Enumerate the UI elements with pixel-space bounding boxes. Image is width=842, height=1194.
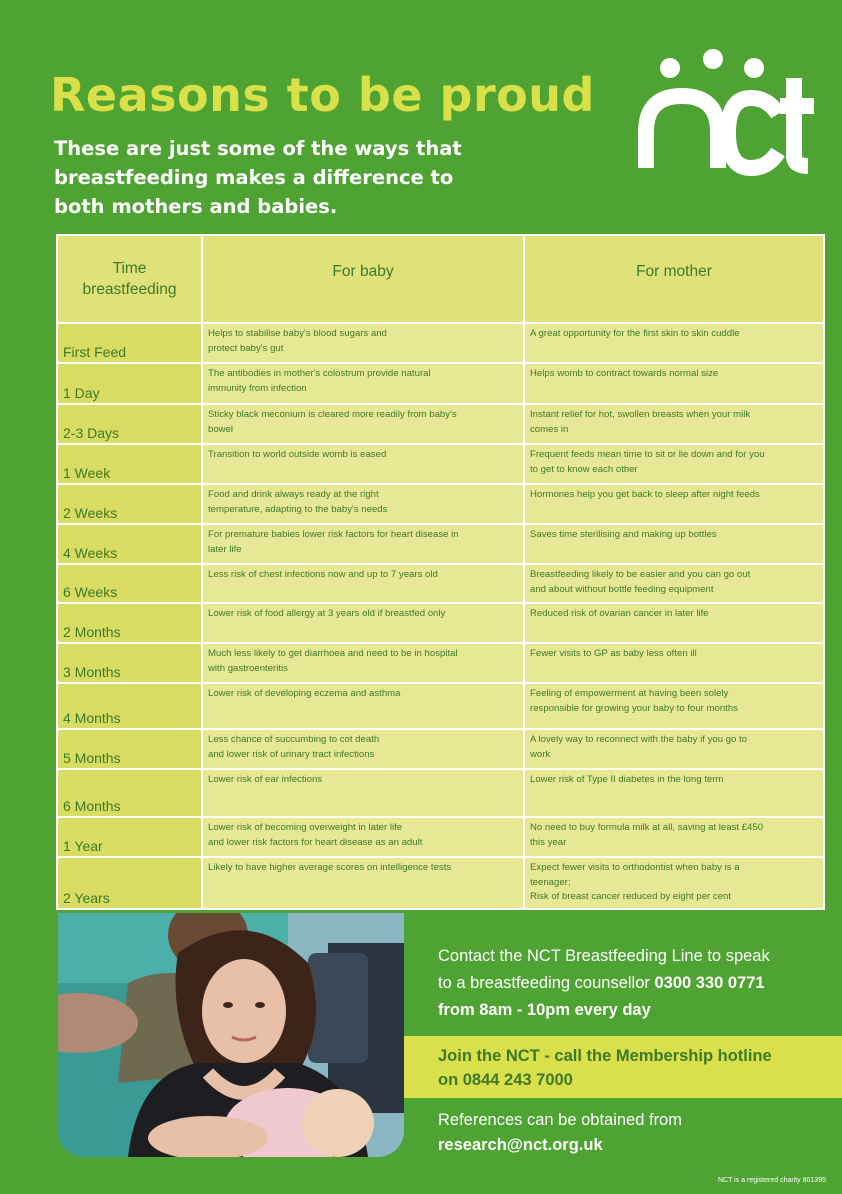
mother-cell-line: responsible for growing your baby to four months xyxy=(530,702,738,714)
mother-cell xyxy=(524,323,824,363)
mother-cell-line: Lower risk of Type II diabetes in the long term xyxy=(530,774,724,785)
table-row xyxy=(57,729,824,769)
mother-cell-line: to get to know each other xyxy=(530,463,638,475)
baby-cell xyxy=(202,404,524,444)
table-row xyxy=(57,363,824,404)
mother-breastfeeding-photo xyxy=(58,913,404,1157)
baby-cell xyxy=(202,323,524,363)
charity-note: NCT is a registered charity 801395 xyxy=(717,1177,826,1184)
table-row xyxy=(57,564,824,603)
baby-cell xyxy=(202,817,524,857)
page-title: Reasons to be proud xyxy=(50,68,595,122)
contact-hours: from 8am - 10pm every day xyxy=(438,1001,651,1019)
baby-cell-line: Less risk of chest infections now and up to 7 years old xyxy=(208,569,438,580)
header-mother: For mother xyxy=(524,235,824,323)
baby-cell-line: Lower risk of food allergy at 3 years old if breastfed only xyxy=(208,608,446,619)
baby-cell xyxy=(202,857,524,909)
table-row xyxy=(57,817,824,857)
baby-cell-line: bowel xyxy=(208,423,234,435)
baby-cell-line: and lower risk of urinary tract infections xyxy=(208,748,375,760)
mother-cell xyxy=(524,643,824,683)
time-cell: 1 Week xyxy=(57,444,202,484)
baby-cell-line: Less chance of succumbing to cot death xyxy=(208,734,380,745)
references-line: References can be obtained from xyxy=(438,1111,682,1129)
mother-cell xyxy=(524,404,824,444)
time-cell: 2-3 Days xyxy=(57,404,202,444)
time-cell: 4 Weeks xyxy=(57,524,202,564)
baby-cell xyxy=(202,769,524,817)
baby-cell-line: Helps to stabilise baby's blood sugars and xyxy=(208,328,387,339)
baby-cell-line: with gastroenteritis xyxy=(208,662,288,674)
mother-cell xyxy=(524,769,824,817)
join-line-1: Join the NCT - call the Membership hotline xyxy=(438,1047,772,1065)
mother-cell-line: Helps womb to contract towards normal size xyxy=(530,368,719,379)
baby-cell-line: Transition to world outside womb is eased xyxy=(208,449,387,460)
time-cell: 1 Day xyxy=(57,363,202,404)
table-row xyxy=(57,857,824,909)
mother-cell-line: teenager; xyxy=(530,876,571,888)
contact-line-2 xyxy=(438,970,818,997)
baby-cell-line: Much less likely to get diarrhoea and need to be in hospital xyxy=(208,648,458,659)
baby-cell xyxy=(202,564,524,603)
join-text xyxy=(438,1044,838,1092)
table-row xyxy=(57,404,824,444)
table-header-row xyxy=(57,235,824,323)
mother-cell-line: Risk of breast cancer reduced by eight per cent xyxy=(530,891,732,902)
mother-cell xyxy=(524,444,824,484)
table-row xyxy=(57,769,824,817)
mother-cell-line: work xyxy=(530,748,551,760)
baby-cell-line: later life xyxy=(208,543,242,555)
mother-cell-line: Instant relief for hot, swollen breasts when your milk xyxy=(530,409,751,420)
baby-cell-line: and lower risk factors for heart disease as an adult xyxy=(208,836,423,848)
header-baby: For baby xyxy=(202,235,524,323)
mother-cell-line: Breastfeeding likely to be easier and you can go out xyxy=(530,569,751,580)
mother-cell-line: Feeling of empowerment at having been solely xyxy=(530,688,729,699)
baby-cell xyxy=(202,484,524,524)
table-row xyxy=(57,683,824,729)
mother-cell-line: comes in xyxy=(530,423,569,435)
baby-cell-line: Food and drink always ready at the right xyxy=(208,489,379,500)
baby-cell-line: immunity from infection xyxy=(208,382,307,394)
baby-cell-line: Lower risk of becoming overweight in later life xyxy=(208,822,403,833)
mother-cell-line: this year xyxy=(530,836,567,848)
time-cell: 2 Years xyxy=(57,857,202,909)
mother-cell xyxy=(524,363,824,404)
baby-cell-line: The antibodies in mother's colostrum provide natural xyxy=(208,368,431,379)
mother-cell-line: A great opportunity for the first skin to skin cuddle xyxy=(530,328,740,339)
table-row xyxy=(57,444,824,484)
mother-cell xyxy=(524,729,824,769)
mother-cell-line: Saves time sterilising and making up bottles xyxy=(530,529,717,540)
baby-cell xyxy=(202,643,524,683)
baby-cell-line: Lower risk of developing eczema and asthma xyxy=(208,688,401,699)
baby-cell-line: temperature, adapting to the baby's needs xyxy=(208,503,388,515)
time-cell: 2 Weeks xyxy=(57,484,202,524)
references-info xyxy=(438,1108,818,1158)
join-band xyxy=(404,1036,842,1098)
contact-phone[interactable]: 0300 330 0771 xyxy=(654,974,765,992)
page-subtitle: These are just some of the ways that breastfeeding makes a difference to both mothers and babies. xyxy=(54,137,462,218)
contact-info xyxy=(438,943,818,1024)
contact-line-1: Contact the NCT Breastfeeding Line to speak xyxy=(438,947,770,965)
mother-cell xyxy=(524,857,824,909)
time-cell: 3 Months xyxy=(57,643,202,683)
mother-cell xyxy=(524,564,824,603)
reasons-table xyxy=(56,234,825,910)
table-row xyxy=(57,603,824,643)
baby-cell xyxy=(202,729,524,769)
table-row xyxy=(57,484,824,524)
time-cell: 1 Year xyxy=(57,817,202,857)
table-row xyxy=(57,524,824,564)
table-row xyxy=(57,323,824,363)
time-cell: 6 Weeks xyxy=(57,564,202,603)
join-line-2[interactable]: on 0844 243 7000 xyxy=(438,1071,573,1089)
time-cell: First Feed xyxy=(57,323,202,363)
mother-cell-line: No need to buy formula milk at all, saving at least £450 xyxy=(530,822,764,833)
time-cell: 2 Months xyxy=(57,603,202,643)
mother-cell-line: Fewer visits to GP as baby less often ill xyxy=(530,648,697,659)
mother-cell xyxy=(524,817,824,857)
contact-line-2-text: to a breastfeeding counsellor xyxy=(438,974,650,992)
mother-cell-line: Frequent feeds mean time to sit or lie down and for you xyxy=(530,449,765,460)
baby-cell-line: protect baby's gut xyxy=(208,342,284,354)
mother-cell-line: Expect fewer visits to orthodontist when baby is a xyxy=(530,862,740,873)
table-row xyxy=(57,643,824,683)
baby-cell-line: For premature babies lower risk factors for heart disease in xyxy=(208,529,459,540)
mother-cell-line: A lovely way to reconnect with the baby if you go to xyxy=(530,734,748,745)
baby-cell xyxy=(202,524,524,564)
header-time: Time breastfeeding xyxy=(57,235,202,323)
time-cell: 5 Months xyxy=(57,729,202,769)
references-email[interactable]: research@nct.org.uk xyxy=(438,1136,603,1154)
baby-cell-line: Sticky black meconium is cleared more readily from baby's xyxy=(208,409,457,420)
mother-cell-line: and about without bottle feeding equipment xyxy=(530,583,714,595)
mother-cell xyxy=(524,683,824,729)
baby-cell-line: Lower risk of ear infections xyxy=(208,774,323,785)
baby-cell-line: Likely to have higher average scores on intelligence tests xyxy=(208,862,452,873)
nct-logo xyxy=(630,40,820,180)
mother-cell-line: Reduced risk of ovarian cancer in later life xyxy=(530,608,709,619)
mother-cell xyxy=(524,524,824,564)
mother-cell xyxy=(524,603,824,643)
time-cell: 6 Months xyxy=(57,769,202,817)
baby-cell xyxy=(202,603,524,643)
baby-cell xyxy=(202,363,524,404)
baby-cell xyxy=(202,683,524,729)
mother-cell-line: Hormones help you get back to sleep after night feeds xyxy=(530,489,760,500)
time-cell: 4 Months xyxy=(57,683,202,729)
mother-cell xyxy=(524,484,824,524)
baby-cell xyxy=(202,444,524,484)
